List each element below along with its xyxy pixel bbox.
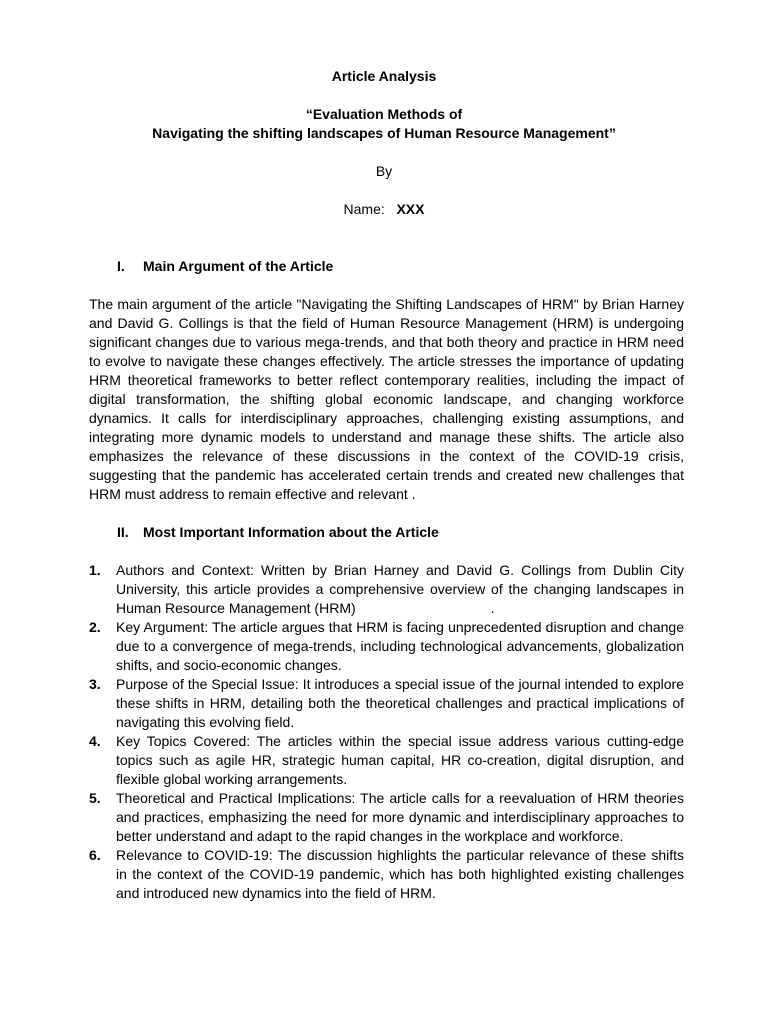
list-item (89, 675, 684, 732)
section-2-heading (117, 523, 439, 542)
title-line-1: “Evaluation Methods of (305, 106, 463, 122)
list-item-number: 1. (89, 562, 101, 578)
name-value: XXX (396, 201, 425, 217)
document-type-label: Article Analysis (331, 68, 437, 84)
list-item (89, 732, 684, 789)
list-item-number: 6. (89, 847, 101, 863)
author-name-line (0, 200, 768, 219)
list-item-number: 2. (89, 619, 101, 635)
list-item-number: 5. (89, 790, 101, 806)
list-item-trailing-period: . (490, 600, 495, 616)
list-item-number: 4. (89, 733, 101, 749)
list-item-text: Authors and Context: Written by Brian Harney and David G. Collings from Dublin City University, this article provides a comprehensive overview of the changing landscapes in Human Resource Management (HRM) (116, 562, 684, 616)
list-item-text: Key Argument: The article argues that HRM is facing unprecedented disruption and change due to a convergence of mega-trends, including technological advancements, globalization shifts, and socio-economic changes. (116, 619, 684, 673)
list-item-text: Relevance to COVID-19: The discussion highlights the particular relevance of these shifts in the context of the COVID-19 pandemic, which has both highlighted existing challenges and introduced new dynamics into the field of HRM. (116, 847, 684, 901)
list-item (89, 561, 684, 618)
list-item (89, 789, 684, 846)
section-2-title: Most Important Information about the Article (143, 524, 439, 540)
section-1-number: I. (117, 258, 125, 274)
by-line: By (375, 163, 393, 179)
list-item-text: Purpose of the Special Issue: It introduces a special issue of the journal intended to explore these shifts in HRM, detailing both the theoretical challenges and practical implications of navigating this evolving field. (116, 676, 684, 730)
list-item (89, 846, 684, 903)
important-info-list (89, 561, 684, 903)
list-item-number: 3. (89, 676, 101, 692)
name-label: Name: (343, 201, 385, 217)
section-2-number: II. (117, 524, 129, 540)
section-1-title: Main Argument of the Article (143, 258, 334, 274)
main-argument-paragraph: The main argument of the article "Navigating the Shifting Landscapes of HRM" by Brian Harney and David G. Collings is that the field of Human Resource Management (HRM) is undergoing significant changes due to various mega-trends, and that both theory and practice in HRM need to evolve to navigate these changes effectively. The article stresses the importance of updating HRM theoretical frameworks to better reflect contemporary realities, including the impact of digital transformation, the shifting global economic landscape, and changing workforce dynamics. It calls for interdisciplinary approaches, challenging existing assumptions, and integrating more dynamic models to understand and manage these shifts. The article also emphasizes the relevance of these discussions in the context of the COVID-19 crisis, suggesting that the pandemic has accelerated certain trends and created new challenges that HRM must address to remain effective and relevant . (89, 296, 684, 502)
list-item (89, 618, 684, 675)
list-item-text: Theoretical and Practical Implications: The article calls for a reevaluation of HRM theories and practices, emphasizing the need for more dynamic and interdisciplinary approaches to better understand and adapt to the rapid changes in the workplace and workforce. (116, 790, 684, 844)
title-line-2: Navigating the shifting landscapes of Human Resource Management” (152, 125, 616, 141)
section-1-heading (117, 257, 333, 276)
list-item-text: Key Topics Covered: The articles within the special issue address various cutting-edge topics such as agile HR, strategic human capital, HR co-creation, digital disruption, and flexible global working arrangements. (116, 733, 684, 787)
